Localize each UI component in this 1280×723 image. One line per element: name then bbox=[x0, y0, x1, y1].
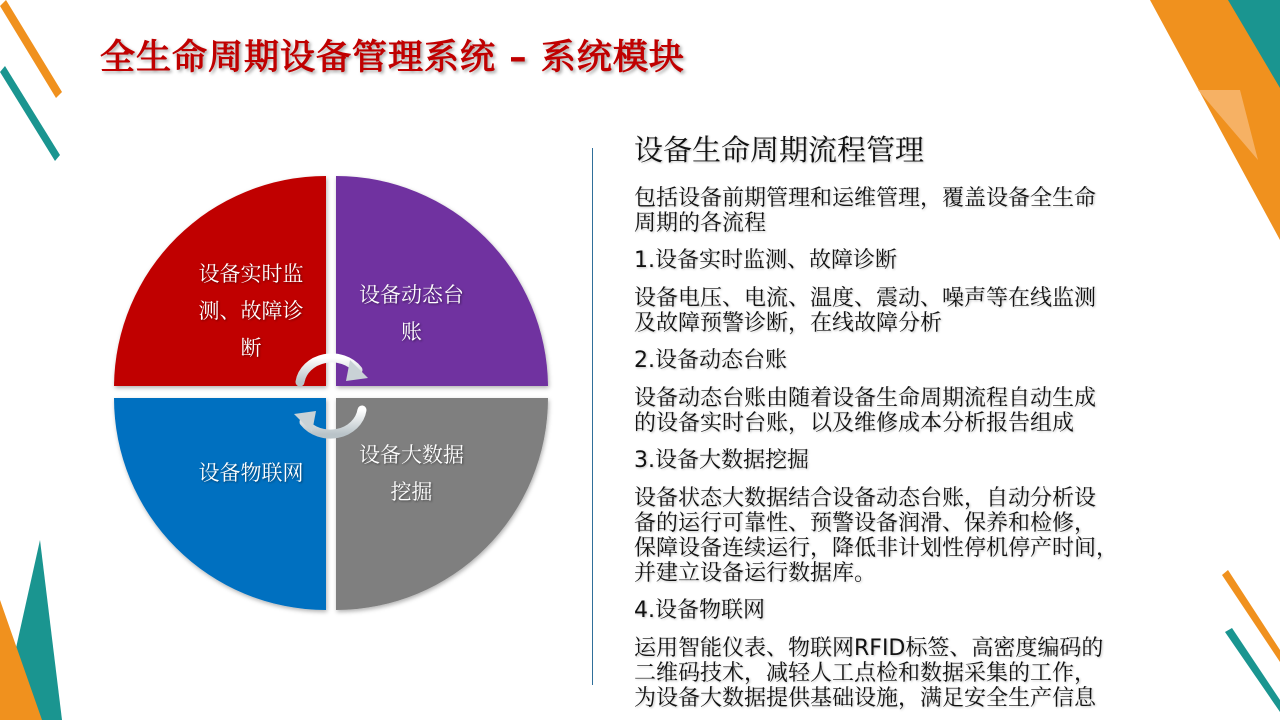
quadrant-label-big-data: 设备大数据 挖掘 bbox=[359, 443, 464, 504]
quadrant-label-dynamic-ledger: 设备动态台 账 bbox=[359, 283, 464, 344]
item-title-big-data: 3.设备大数据挖掘 bbox=[634, 448, 809, 473]
item-desc-big-data: 设备状态大数据结合设备动态台账，自动分析设 备的运行可靠性、预警设备润滑、保养和检修， 保障设备连续运行，降低非计划性停机停产时间， 并建立设备运行数据库。 bbox=[634, 486, 1119, 586]
intro-paragraph: 包括设备前期管理和运维管理，覆盖设备全生命 周期的各流程 bbox=[634, 186, 1097, 236]
item-title-monitoring: 1.设备实时监测、故障诊断 bbox=[634, 248, 897, 273]
deco-orange-stripe-bottom-right bbox=[1222, 570, 1280, 662]
quadrant-label-iot: 设备物联网 bbox=[198, 461, 304, 485]
section-heading: 设备生命周期流程管理 bbox=[634, 133, 925, 167]
quadrant-iot bbox=[114, 398, 326, 610]
divider-line bbox=[592, 148, 593, 685]
item-title-iot: 4.设备物联网 bbox=[634, 598, 765, 623]
item-title-ledger: 2.设备动态台账 bbox=[634, 348, 787, 373]
quadrant-label-realtime-monitoring: 设备实时监 测、故障诊 断 bbox=[198, 262, 304, 360]
slide-title: 全生命周期设备管理系统 – 系统模块 bbox=[100, 38, 685, 78]
item-desc-iot: 运用智能仪表、物联网RFID标签、高密度编码的 二维码技术，减轻人工点检和数据采集的工作， 为设备大数据提供基础设施，满足安全生产信息 bbox=[634, 636, 1104, 711]
item-desc-ledger: 设备动态台账由随着设备生命周期流程自动生成 的设备实时台账，以及维修成本分析报告组成 bbox=[634, 386, 1097, 436]
item-desc-monitoring: 设备电压、电流、温度、震动、噪声等在线监测 及故障预警诊断，在线故障分析 bbox=[634, 286, 1097, 336]
cycle-arrows-icon bbox=[294, 358, 368, 434]
module-description-panel bbox=[634, 128, 1214, 723]
